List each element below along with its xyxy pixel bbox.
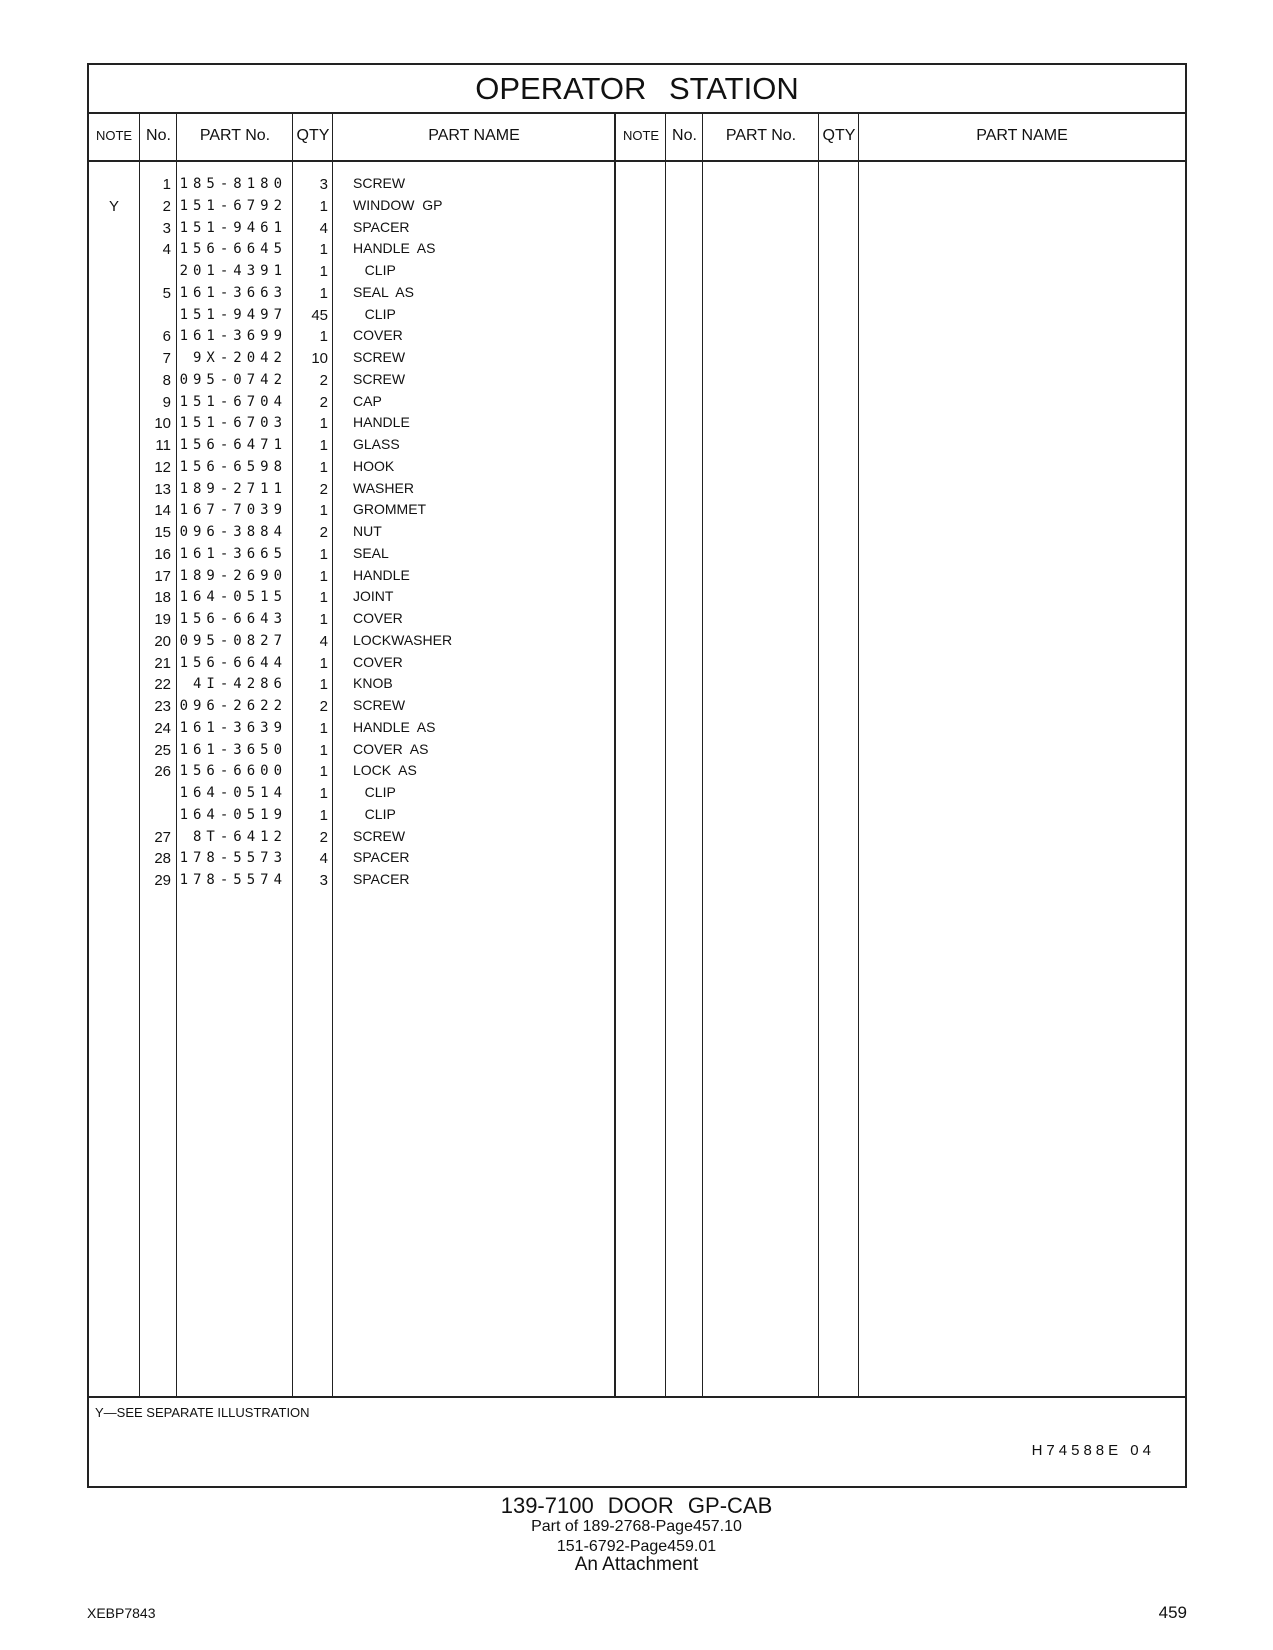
row-part-name: CLIP <box>353 805 396 822</box>
row-note <box>89 804 139 827</box>
page-number: 459 <box>1158 1603 1187 1622</box>
row-part-number: 189-2711 <box>179 480 287 497</box>
row-part-name: SCREW <box>353 175 406 191</box>
row-part-name: SEAL AS <box>353 283 414 300</box>
row-item-number: 14 <box>154 502 171 520</box>
row-note <box>89 695 139 718</box>
row-note <box>89 325 139 348</box>
row-item-number: 9 <box>162 393 171 411</box>
row-note <box>89 717 139 740</box>
table-row <box>89 782 396 805</box>
row-quantity: 2 <box>319 480 328 498</box>
row-quantity: 4 <box>319 632 328 650</box>
row-quantity: 1 <box>319 719 328 737</box>
table-row <box>89 282 414 305</box>
row-part-number: 178-5573 <box>179 850 287 867</box>
header-partno-left: PART No. <box>199 127 271 144</box>
row-part-name: COVER <box>353 327 403 344</box>
section-title: OPERATOR STATION <box>89 65 1185 114</box>
row-quantity: 1 <box>319 197 328 215</box>
table-row <box>89 739 429 762</box>
table-row <box>89 804 396 827</box>
header-no-left: No. <box>146 127 171 144</box>
illustration-ref-code: H74588E 04 <box>1031 1442 1155 1459</box>
row-item-number: 13 <box>154 480 171 498</box>
row-item-number: 17 <box>154 567 171 585</box>
row-part-name: SPACER <box>353 849 410 866</box>
table-row <box>89 412 410 435</box>
row-quantity: 1 <box>319 415 328 433</box>
row-part-name: SCREW <box>353 349 406 365</box>
document-id: XEBP7843 <box>87 1605 156 1621</box>
row-part-name: CLIP <box>353 305 396 322</box>
header-partname-left: PART NAME <box>428 127 520 144</box>
row-quantity: 45 <box>311 306 328 324</box>
row-part-number: 095-0742 <box>179 371 287 388</box>
row-note <box>89 478 139 501</box>
table-row <box>89 391 382 414</box>
caption-title: 139-7100 DOOR GP-CAB <box>500 1493 773 1518</box>
header-partno-right: PART No. <box>725 127 797 144</box>
row-item-number: 11 <box>155 437 171 454</box>
row-quantity: 2 <box>319 393 328 411</box>
row-part-number: 161-3639 <box>179 719 287 736</box>
row-quantity: 1 <box>319 458 328 476</box>
row-part-number: 151-6792 <box>179 197 287 214</box>
row-item-number: 2 <box>162 197 171 215</box>
row-part-name: NUT <box>353 523 382 539</box>
row-part-number: 161-3699 <box>179 328 287 345</box>
row-part-number: 164-0514 <box>179 785 287 801</box>
row-note <box>89 630 139 653</box>
row-part-number: 178-5574 <box>179 872 287 888</box>
row-part-name: SEAL <box>353 544 389 561</box>
row-item-number <box>139 260 171 283</box>
row-note <box>89 565 139 588</box>
row-part-name: WASHER <box>353 479 414 496</box>
table-row <box>89 521 382 544</box>
table-row <box>89 217 410 240</box>
row-part-name: JOINT <box>353 588 394 605</box>
table-row <box>89 543 389 566</box>
row-note <box>89 391 139 414</box>
table-row <box>89 586 394 609</box>
row-item-number: 24 <box>154 719 171 737</box>
header-no-right: No. <box>672 127 697 144</box>
row-quantity: 1 <box>319 806 328 824</box>
row-item-number: 29 <box>154 872 171 889</box>
row-part-number: 096-2622 <box>179 698 287 714</box>
table-row <box>89 847 410 870</box>
row-item-number: 12 <box>154 458 171 476</box>
row-item-number: 18 <box>154 589 171 607</box>
header-qty-left: QTY <box>296 127 330 144</box>
row-quantity: 1 <box>319 763 328 781</box>
row-part-name: HANDLE AS <box>353 718 436 735</box>
row-quantity: 1 <box>319 589 328 607</box>
row-part-name: SPACER <box>353 218 410 235</box>
row-note <box>89 608 139 631</box>
row-part-name: SCREW <box>353 370 406 387</box>
row-quantity: 1 <box>319 676 328 694</box>
row-part-number: 151-9461 <box>179 219 287 236</box>
caption-attachment: An Attachment <box>574 1554 699 1575</box>
row-note <box>89 543 139 566</box>
row-note <box>89 238 139 261</box>
table-row <box>89 717 436 740</box>
table-row <box>89 565 410 588</box>
table-row <box>89 325 403 348</box>
row-part-name: KNOB <box>353 675 393 692</box>
header-partname-right: PART NAME <box>976 127 1068 144</box>
row-part-number: 164-0519 <box>179 806 287 823</box>
row-quantity: 2 <box>319 828 328 846</box>
row-part-number: 161-3650 <box>179 741 287 758</box>
row-part-number: 151-6704 <box>179 393 287 410</box>
table-row <box>89 608 403 631</box>
row-item-number: 28 <box>154 850 171 868</box>
table-row <box>89 238 436 261</box>
row-item-number: 1 <box>162 176 171 193</box>
row-part-number: 161-3663 <box>179 284 287 301</box>
row-part-name: HOOK <box>353 457 395 474</box>
row-part-name: COVER AS <box>353 740 429 757</box>
caption-page-ref: 151-6792-Page459.01 <box>556 1538 717 1555</box>
table-row <box>89 434 400 457</box>
row-note <box>89 826 139 849</box>
row-note <box>89 673 139 696</box>
row-quantity: 1 <box>319 241 328 259</box>
row-note <box>89 260 139 283</box>
row-part-name: CAP <box>353 392 382 409</box>
parts-table-frame <box>87 63 1187 1488</box>
row-part-name: GROMMET <box>353 501 427 518</box>
row-part-name: LOCK AS <box>353 762 417 779</box>
row-part-name: HANDLE <box>353 566 410 583</box>
row-part-number: 156-6471 <box>179 437 287 453</box>
row-item-number: 19 <box>154 611 171 628</box>
row-note <box>89 347 139 370</box>
row-item-number: 8 <box>162 371 171 389</box>
row-item-number: 6 <box>162 328 171 346</box>
row-part-number: 164-0515 <box>179 589 287 606</box>
header-note-right: NOTE <box>622 128 660 143</box>
row-part-number: 167-7039 <box>179 502 287 519</box>
table-row <box>89 499 427 522</box>
table-row <box>89 695 406 718</box>
row-part-name: LOCKWASHER <box>353 631 453 648</box>
row-item-number <box>139 304 171 327</box>
row-part-name: COVER <box>353 653 403 670</box>
row-quantity: 1 <box>319 545 328 563</box>
row-note <box>89 847 139 870</box>
row-quantity: 1 <box>319 654 328 672</box>
row-quantity: 1 <box>319 437 328 454</box>
row-note <box>89 412 139 435</box>
row-part-name: GLASS <box>353 436 400 452</box>
table-row <box>89 478 414 501</box>
row-note <box>89 521 139 544</box>
row-item-number <box>139 782 171 805</box>
row-item-number: 20 <box>154 632 171 650</box>
row-part-number: 4I-4286 <box>192 676 287 693</box>
row-part-name: CLIP <box>353 784 396 800</box>
row-item-number: 21 <box>154 654 171 672</box>
table-row <box>89 760 417 783</box>
table-row <box>89 304 396 327</box>
row-quantity: 3 <box>319 872 328 889</box>
row-note: Y <box>108 197 119 215</box>
row-part-number: 185-8180 <box>179 176 287 192</box>
row-note <box>89 456 139 479</box>
table-row <box>89 826 406 849</box>
row-quantity: 1 <box>319 741 328 759</box>
row-note <box>89 369 139 392</box>
row-note <box>89 586 139 609</box>
row-quantity: 4 <box>319 219 328 237</box>
row-note <box>89 782 139 805</box>
table-row <box>89 195 443 218</box>
row-part-number: 156-6600 <box>179 763 287 780</box>
row-part-number: 201-4391 <box>179 263 287 279</box>
row-item-number: 10 <box>154 415 171 433</box>
row-quantity: 2 <box>319 698 328 715</box>
row-quantity: 1 <box>319 263 328 280</box>
row-quantity: 1 <box>319 611 328 628</box>
row-quantity: 1 <box>319 284 328 302</box>
row-part-number: 151-9497 <box>179 306 287 323</box>
row-part-number: 156-6598 <box>179 458 287 475</box>
row-part-name: CLIP <box>353 262 396 278</box>
row-note <box>89 760 139 783</box>
row-part-name: WINDOW GP <box>353 196 443 213</box>
row-item-number: 27 <box>154 828 171 846</box>
row-quantity: 3 <box>319 176 328 193</box>
row-note <box>89 869 139 892</box>
row-quantity: 2 <box>319 524 328 541</box>
row-item-number: 22 <box>154 676 171 694</box>
row-item-number: 15 <box>154 524 171 541</box>
row-note <box>89 282 139 305</box>
table-row <box>89 869 410 892</box>
row-part-number: 151-6703 <box>179 415 287 432</box>
row-part-name: SCREW <box>353 697 406 713</box>
table-row <box>89 456 395 479</box>
row-part-number: 156-6644 <box>179 654 287 671</box>
row-note <box>89 652 139 675</box>
row-item-number: 16 <box>154 545 171 563</box>
row-part-number: 8T-6412 <box>192 828 287 845</box>
table-row <box>89 369 406 392</box>
row-quantity: 4 <box>319 850 328 868</box>
row-part-name: COVER <box>353 610 403 626</box>
row-part-number: 9X-2042 <box>192 350 287 366</box>
row-part-name: HANDLE AS <box>353 240 436 257</box>
row-quantity: 2 <box>319 371 328 389</box>
table-bottom-rule <box>89 1396 1185 1398</box>
row-quantity: 1 <box>319 785 328 802</box>
row-part-number: 189-2690 <box>179 567 287 584</box>
row-item-number: 3 <box>162 219 171 237</box>
row-part-name: SPACER <box>353 871 410 887</box>
row-item-number: 25 <box>154 741 171 759</box>
table-row <box>89 347 406 370</box>
row-note <box>89 499 139 522</box>
row-item-number: 7 <box>162 350 171 367</box>
table-row <box>89 673 393 696</box>
row-note <box>89 304 139 327</box>
table-row <box>89 260 396 283</box>
row-part-number: 161-3665 <box>179 545 287 562</box>
table-row <box>89 652 403 675</box>
caption-part-of: Part of 189-2768-Page457.10 <box>531 1518 742 1535</box>
row-item-number: 26 <box>154 763 171 781</box>
table-row <box>89 173 406 196</box>
row-item-number: 23 <box>154 698 171 715</box>
row-part-number: 095-0827 <box>179 632 287 649</box>
row-part-number: 156-6643 <box>179 611 287 627</box>
row-quantity: 1 <box>319 567 328 585</box>
row-part-name: HANDLE <box>353 414 410 431</box>
row-quantity: 1 <box>319 502 328 520</box>
row-part-number: 096-3884 <box>179 524 287 540</box>
row-note <box>89 217 139 240</box>
row-item-number <box>139 804 171 827</box>
table-body <box>89 161 1185 1396</box>
row-quantity: 10 <box>311 350 328 367</box>
row-note <box>89 434 139 457</box>
table-row <box>89 630 453 653</box>
footnote: Y—SEE SEPARATE ILLUSTRATION <box>95 1405 310 1420</box>
row-item-number: 5 <box>162 284 171 302</box>
row-part-name: SCREW <box>353 827 406 844</box>
row-quantity: 1 <box>319 328 328 346</box>
table-header <box>89 112 1185 162</box>
header-qty-right: QTY <box>822 127 856 144</box>
row-note <box>89 173 139 196</box>
row-part-number: 156-6645 <box>179 241 287 258</box>
row-note <box>89 739 139 762</box>
header-note-left: NOTE <box>95 128 133 143</box>
row-item-number: 4 <box>162 241 171 259</box>
